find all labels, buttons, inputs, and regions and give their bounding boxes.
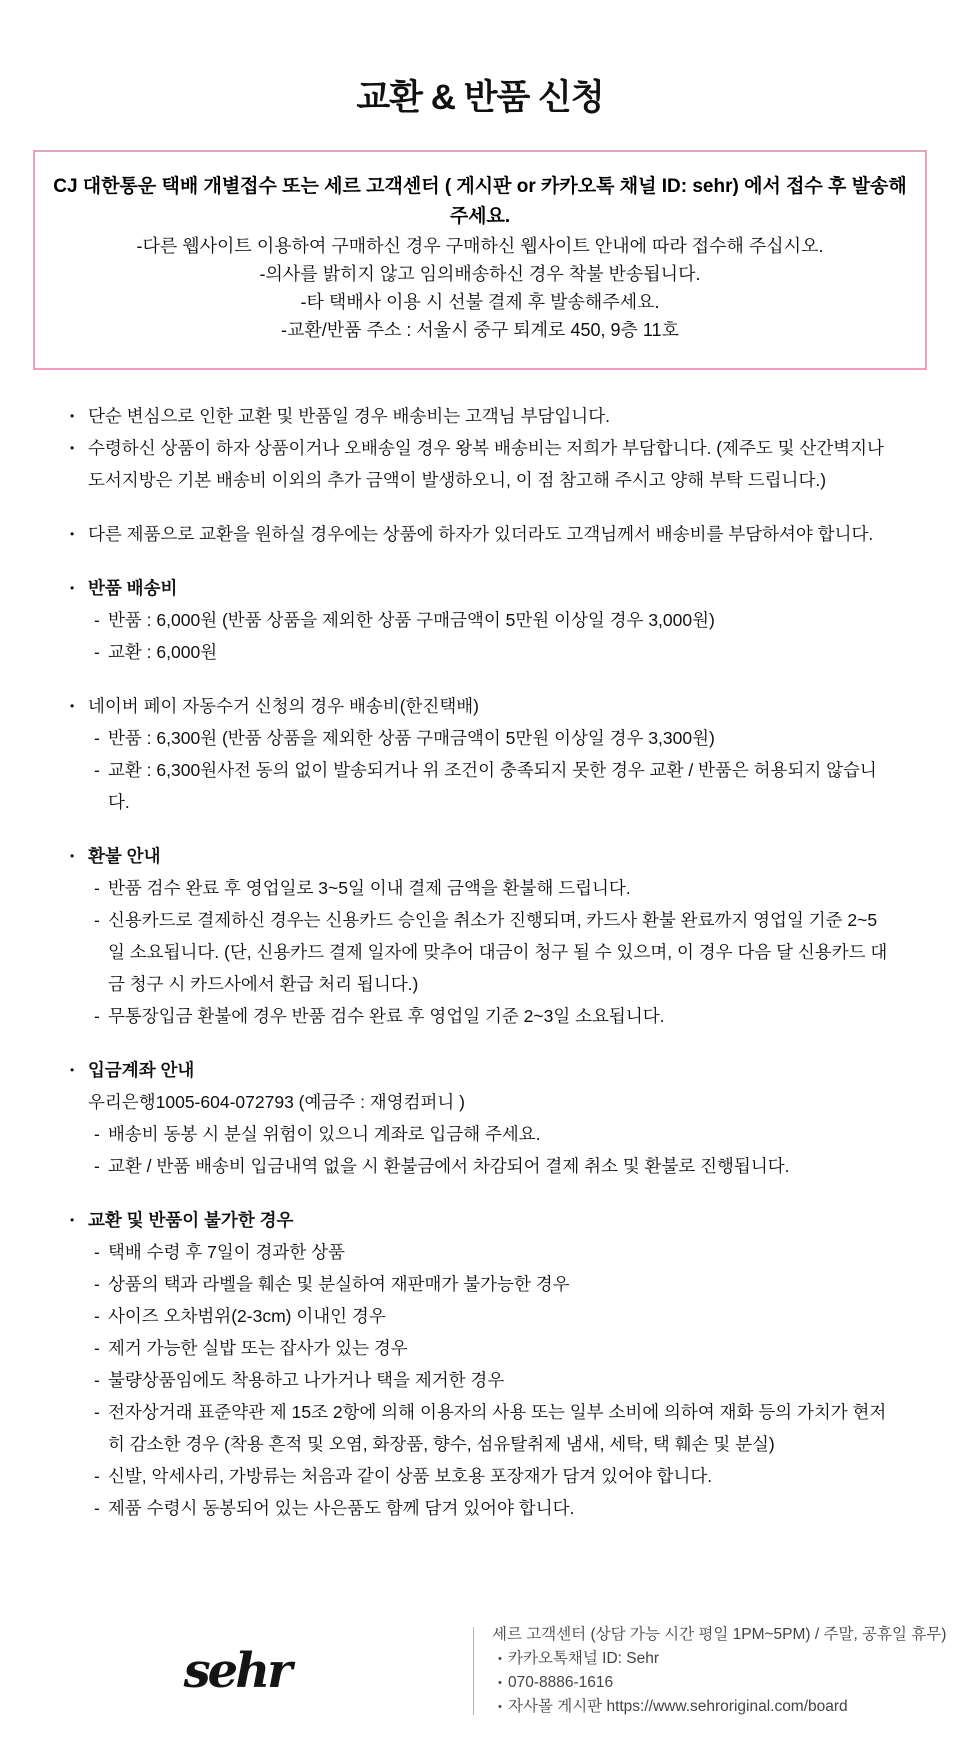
dash-marker: - (94, 878, 100, 898)
section-heading (70, 840, 888, 872)
notice-line: -타 택배사 이용 시 선불 결제 후 발송해주세요. (300, 292, 660, 312)
policy-item-text: 반품 검수 완료 후 영업일로 3~5일 이내 결제 금액을 환불해 드립니다. (108, 878, 631, 898)
contact-item (492, 1647, 946, 1671)
bullet-marker: • (498, 1701, 502, 1713)
policy-section (70, 840, 888, 1032)
notice-line: -다른 웹사이트 이용하여 구매하신 경우 구매하신 웹사이트 안내에 따라 접수해 주십시오. (136, 236, 824, 256)
policy-item (70, 432, 888, 496)
policy-item (94, 1300, 888, 1332)
policy-item-text: 반품 배송비 (88, 578, 178, 598)
policy-item (94, 1332, 888, 1364)
bullet-marker: • (70, 527, 75, 541)
policy-item (94, 1396, 888, 1460)
policy-item (94, 1236, 888, 1268)
policy-item (94, 722, 888, 754)
policy-section (70, 690, 888, 818)
policy-item (70, 400, 888, 432)
dash-marker: - (94, 1370, 100, 1390)
bullet-marker: • (70, 441, 75, 455)
policy-item-text: 불량상품임에도 착용하고 나가거나 택을 제거한 경우 (108, 1370, 505, 1390)
policy-item (70, 690, 888, 722)
policy-item-text: 교환 : 6,000원 (108, 642, 218, 662)
policy-item (70, 518, 888, 550)
policy-item-text: 반품 : 6,000원 (반품 상품을 제외한 상품 구매금액이 5만원 이상일 경우 3,000원) (108, 610, 715, 630)
dash-marker: - (94, 1402, 100, 1422)
notice-line: -교환/반품 주소 : 서울시 중구 퇴계로 450, 9층 11호 (281, 320, 679, 340)
policy-item (94, 1268, 888, 1300)
footer-contacts (492, 1647, 946, 1719)
policy-item (94, 1118, 888, 1150)
dash-marker: - (94, 610, 100, 630)
dash-marker: - (94, 1306, 100, 1326)
bullet-marker: • (498, 1677, 502, 1689)
policy-section (70, 1054, 888, 1182)
policy-section (70, 400, 888, 496)
policy-item (88, 1086, 888, 1118)
policy-item-text: 제품 수령시 동봉되어 있는 사은품도 함께 담겨 있어야 합니다. (108, 1498, 575, 1518)
policy-item-text: 배송비 동봉 시 분실 위험이 있으니 계좌로 입금해 주세요. (108, 1124, 541, 1144)
policy-item-text: 교환 / 반품 배송비 입금내역 없을 시 환불금에서 차감되어 결제 취소 및 환불로 진행됩니다. (108, 1156, 790, 1176)
policy-item-text: 수령하신 상품이 하자 상품이거나 오배송일 경우 왕복 배송비는 저희가 부담합니다. (제주도 및 산간벽지나 도서지방은 기본 배송비 이외의 추가 금액이 발생하오니, 이 점 참고해 주시고 양해 부탁 드립니다.) (88, 438, 884, 490)
footer-logo-area (0, 1643, 473, 1699)
bullet-marker: • (70, 1063, 75, 1077)
bullet-marker: • (70, 581, 75, 595)
customer-center-info (474, 1623, 946, 1719)
policy-item (94, 636, 888, 668)
bullet-marker: • (70, 849, 75, 863)
policy-section (70, 1204, 888, 1524)
bullet-marker: • (70, 409, 75, 423)
policy-item-text: 교환 : 6,300원사전 동의 없이 발송되거나 위 조건이 충족되지 못한 경우 교환 / 반품은 허용되지 않습니다. (108, 760, 877, 812)
brand-logo: sehr (183, 1643, 290, 1699)
policy-item-text: 반품 : 6,300원 (반품 상품을 제외한 상품 구매금액이 5만원 이상일 경우 3,300원) (108, 728, 715, 748)
customer-center-heading: 세르 고객센터 (상담 가능 시간 평일 1PM~5PM) / 주말, 공휴일 휴무) (492, 1626, 947, 1643)
notice-lines (47, 232, 913, 344)
dash-marker: - (94, 1498, 100, 1518)
section-heading (70, 572, 888, 604)
board-link-item (492, 1695, 946, 1719)
contact-item (492, 1671, 946, 1695)
section-heading (70, 1054, 888, 1086)
policy-item-text: 신용카드로 결제하신 경우는 신용카드 승인을 취소가 진행되며, 카드사 환불 완료까지 영업일 기준 2~5일 소요됩니다. (단, 신용카드 결제 일자에 맞추어 대금이 청구 될 수 있으며, 이 경우 다음 달 신용카드 대금 청구 시 카드사에서 환급 처리 됩니다.) (108, 910, 888, 994)
policy-section (70, 572, 888, 668)
dash-marker: - (94, 642, 100, 662)
notice-headline: CJ 대한통운 택배 개별접수 또는 세르 고객센터 ( 게시판 or 카카오톡 채널 ID: sehr) 에서 접수 후 발송해주세요. (53, 176, 907, 227)
policy-item (94, 1364, 888, 1396)
contact-text: 070-8886-1616 (508, 1674, 614, 1691)
dash-marker: - (94, 1124, 100, 1144)
policy-item-text: 제거 가능한 실밥 또는 잡사가 있는 경우 (108, 1338, 408, 1358)
policy-item-text: 우리은행1005-604-072793 (예금주 : 재영컴퍼니 ) (88, 1092, 466, 1112)
dash-marker: - (94, 1006, 100, 1026)
policy-item (94, 1460, 888, 1492)
policy-item-text: 교환 및 반품이 불가한 경우 (88, 1210, 294, 1230)
policy-item-text: 환불 안내 (88, 846, 161, 866)
section-heading (70, 1204, 888, 1236)
dash-marker: - (94, 1274, 100, 1294)
bullet-marker: • (498, 1653, 502, 1665)
policy-item (94, 872, 888, 904)
policy-item-text: 네이버 페이 자동수거 신청의 경우 배송비(한진택배) (88, 696, 479, 716)
bullet-marker: • (70, 1213, 75, 1227)
dash-marker: - (94, 1466, 100, 1486)
footer (0, 1623, 960, 1719)
dash-marker: - (94, 1242, 100, 1262)
policy-item (94, 1492, 888, 1524)
dash-marker: - (94, 1156, 100, 1176)
dash-marker: - (94, 760, 100, 780)
page-title: 교환 & 반품 신청 (356, 78, 604, 117)
policy-item (94, 1000, 888, 1032)
policy-item (94, 1150, 888, 1182)
policy-item-text: 무통장입금 환불에 경우 반품 검수 완료 후 영업일 기준 2~3일 소요됩니다. (108, 1006, 665, 1026)
policy-item-text: 전자상거래 표준약관 제 15조 2항에 의해 이용자의 사용 또는 일부 소비에 의하여 재화 등의 가치가 현저히 감소한 경우 (착용 흔적 및 오염, 화장품, 향수, 섬유탈취제 냄새, 세탁, 택 훼손 및 분실) (108, 1402, 887, 1454)
dash-marker: - (94, 1338, 100, 1358)
notice-line: -의사를 밝히지 않고 임의배송하신 경우 착불 반송됩니다. (259, 264, 701, 284)
dash-marker: - (94, 728, 100, 748)
policy-item (94, 904, 888, 1000)
policy-sections (0, 400, 960, 1524)
policy-item-text: 상품의 택과 라벨을 훼손 및 분실하여 재판매가 불가능한 경우 (108, 1274, 570, 1294)
notice-box (33, 150, 927, 370)
policy-item-text: 택배 수령 후 7일이 경과한 상품 (108, 1242, 345, 1262)
contact-text: 카카오톡채널 ID: Sehr (508, 1650, 659, 1667)
bullet-marker: • (70, 699, 75, 713)
policy-item (94, 754, 888, 818)
policy-item-text: 사이즈 오차범위(2-3cm) 이내인 경우 (108, 1306, 386, 1326)
policy-item-text: 단순 변심으로 인한 교환 및 반품일 경우 배송비는 고객님 부담입니다. (88, 406, 610, 426)
dash-marker: - (94, 910, 100, 930)
policy-item-text: 신발, 악세사리, 가방류는 처음과 같이 상품 보호용 포장재가 담겨 있어야 합니다. (108, 1466, 713, 1486)
policy-item-text: 다른 제품으로 교환을 원하실 경우에는 상품에 하자가 있더라도 고객님께서 배송비를 부담하셔야 합니다. (88, 524, 874, 544)
board-link[interactable]: 자사몰 게시판 https://www.sehroriginal.com/board (508, 1698, 848, 1715)
policy-section (70, 518, 888, 550)
policy-item (94, 604, 888, 636)
policy-item-text: 입금계좌 안내 (88, 1060, 195, 1080)
